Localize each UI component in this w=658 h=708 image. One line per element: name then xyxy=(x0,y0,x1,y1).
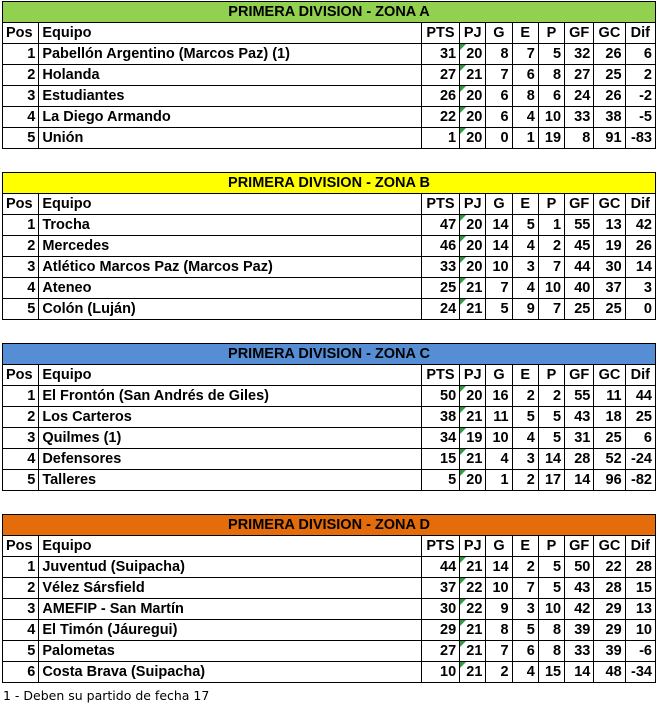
column-header-pts: PTS xyxy=(421,536,459,557)
cell-team: Los Carteros xyxy=(39,407,421,428)
cell-gc: 91 xyxy=(594,128,625,149)
table-row xyxy=(3,557,656,578)
cell-pos: 6 xyxy=(3,662,39,683)
cell-pts: 46 xyxy=(421,236,459,257)
cell-dif: -24 xyxy=(625,449,655,470)
column-header-p: P xyxy=(538,194,564,215)
cell-pts: 33 xyxy=(421,257,459,278)
cell-e: 5 xyxy=(512,620,538,641)
cell-pos: 4 xyxy=(3,449,39,470)
cell-dif: 25 xyxy=(625,407,655,428)
column-header-team: Equipo xyxy=(39,23,421,44)
cell-e: 7 xyxy=(512,578,538,599)
column-header-pj: PJ xyxy=(460,536,486,557)
cell-p: 19 xyxy=(538,128,564,149)
column-header-e: E xyxy=(512,536,538,557)
cell-gf: 14 xyxy=(565,470,594,491)
zone-title-row xyxy=(3,515,656,536)
cell-p: 2 xyxy=(538,236,564,257)
cell-pj: 22 xyxy=(460,578,486,599)
cell-g: 16 xyxy=(486,386,512,407)
cell-dif: 3 xyxy=(625,278,655,299)
zone-title: PRIMERA DIVISION - ZONA B xyxy=(3,173,656,194)
cell-pos: 1 xyxy=(3,386,39,407)
footnote: 1 - Deben su partido de fecha 17 xyxy=(3,688,210,703)
table-row xyxy=(3,428,656,449)
zone-a-table xyxy=(2,1,656,149)
cell-pj: 21 xyxy=(460,662,486,683)
cell-p: 5 xyxy=(538,578,564,599)
cell-team: Palometas xyxy=(39,641,421,662)
cell-g: 10 xyxy=(486,578,512,599)
cell-gf: 43 xyxy=(565,407,594,428)
table-row xyxy=(3,386,656,407)
column-header-pj: PJ xyxy=(460,365,486,386)
column-header-e: E xyxy=(512,365,538,386)
cell-pj: 20 xyxy=(460,470,486,491)
cell-pos: 1 xyxy=(3,557,39,578)
cell-pts: 1 xyxy=(421,128,459,149)
cell-e: 4 xyxy=(512,428,538,449)
column-header-gc: GC xyxy=(594,23,625,44)
cell-dif: 44 xyxy=(625,386,655,407)
zone-title-row xyxy=(3,344,656,365)
cell-gf: 32 xyxy=(565,44,594,65)
header-row xyxy=(3,194,656,215)
cell-pos: 3 xyxy=(3,257,39,278)
cell-e: 1 xyxy=(512,128,538,149)
cell-pos: 3 xyxy=(3,86,39,107)
cell-pos: 2 xyxy=(3,65,39,86)
zone-title: PRIMERA DIVISION - ZONA D xyxy=(3,515,656,536)
zone-title-row xyxy=(3,173,656,194)
cell-pts: 5 xyxy=(421,470,459,491)
column-header-pos: Pos xyxy=(3,194,39,215)
column-header-gc: GC xyxy=(594,536,625,557)
cell-p: 10 xyxy=(538,107,564,128)
cell-pj: 20 xyxy=(460,86,486,107)
cell-gc: 19 xyxy=(594,236,625,257)
cell-pts: 29 xyxy=(421,620,459,641)
cell-team: Costa Brava (Suipacha) xyxy=(39,662,421,683)
cell-pj: 21 xyxy=(460,557,486,578)
cell-dif: 10 xyxy=(625,620,655,641)
cell-g: 11 xyxy=(486,407,512,428)
cell-p: 15 xyxy=(538,662,564,683)
zone-b-table xyxy=(2,172,656,320)
cell-gc: 28 xyxy=(594,578,625,599)
column-header-p: P xyxy=(538,536,564,557)
cell-pts: 22 xyxy=(421,107,459,128)
cell-pts: 10 xyxy=(421,662,459,683)
column-header-gf: GF xyxy=(565,194,594,215)
cell-g: 14 xyxy=(486,557,512,578)
cell-pts: 34 xyxy=(421,428,459,449)
standings-table xyxy=(2,343,656,491)
cell-g: 2 xyxy=(486,662,512,683)
cell-pj: 21 xyxy=(460,641,486,662)
cell-team: Ateneo xyxy=(39,278,421,299)
column-header-dif: Dif xyxy=(625,365,655,386)
cell-pos: 2 xyxy=(3,578,39,599)
cell-pj: 20 xyxy=(460,128,486,149)
cell-pj: 21 xyxy=(460,407,486,428)
cell-gf: 24 xyxy=(565,86,594,107)
cell-dif: -6 xyxy=(625,641,655,662)
column-header-pos: Pos xyxy=(3,536,39,557)
cell-e: 2 xyxy=(512,386,538,407)
cell-p: 5 xyxy=(538,557,564,578)
cell-dif: 14 xyxy=(625,257,655,278)
cell-gf: 27 xyxy=(565,65,594,86)
column-header-dif: Dif xyxy=(625,536,655,557)
zone-title: PRIMERA DIVISION - ZONA A xyxy=(3,2,656,23)
cell-e: 5 xyxy=(512,407,538,428)
cell-gf: 50 xyxy=(565,557,594,578)
cell-pts: 26 xyxy=(421,86,459,107)
cell-p: 17 xyxy=(538,470,564,491)
cell-team: Quilmes (1) xyxy=(39,428,421,449)
cell-e: 9 xyxy=(512,299,538,320)
cell-dif: 0 xyxy=(625,299,655,320)
cell-p: 10 xyxy=(538,599,564,620)
cell-p: 5 xyxy=(538,407,564,428)
cell-gc: 38 xyxy=(594,107,625,128)
cell-pts: 50 xyxy=(421,386,459,407)
cell-g: 1 xyxy=(486,470,512,491)
column-header-team: Equipo xyxy=(39,194,421,215)
cell-team: Trocha xyxy=(39,215,421,236)
standings-table xyxy=(2,514,656,683)
cell-e: 4 xyxy=(512,236,538,257)
cell-gc: 13 xyxy=(594,215,625,236)
column-header-p: P xyxy=(538,23,564,44)
cell-e: 2 xyxy=(512,470,538,491)
cell-pj: 20 xyxy=(460,386,486,407)
cell-gf: 8 xyxy=(565,128,594,149)
cell-p: 7 xyxy=(538,299,564,320)
cell-p: 8 xyxy=(538,620,564,641)
cell-dif: 15 xyxy=(625,578,655,599)
cell-p: 14 xyxy=(538,449,564,470)
cell-team: Atlético Marcos Paz (Marcos Paz) xyxy=(39,257,421,278)
cell-pj: 20 xyxy=(460,215,486,236)
table-row xyxy=(3,128,656,149)
cell-gc: 25 xyxy=(594,299,625,320)
cell-gf: 44 xyxy=(565,257,594,278)
cell-dif: -83 xyxy=(625,128,655,149)
cell-gf: 31 xyxy=(565,428,594,449)
cell-pts: 24 xyxy=(421,299,459,320)
cell-p: 8 xyxy=(538,641,564,662)
cell-gc: 25 xyxy=(594,428,625,449)
header-row xyxy=(3,365,656,386)
cell-gf: 43 xyxy=(565,578,594,599)
cell-g: 10 xyxy=(486,428,512,449)
zone-c-table xyxy=(2,343,656,491)
column-header-dif: Dif xyxy=(625,194,655,215)
cell-g: 4 xyxy=(486,449,512,470)
table-row xyxy=(3,578,656,599)
cell-pts: 15 xyxy=(421,449,459,470)
table-row xyxy=(3,236,656,257)
cell-e: 8 xyxy=(512,86,538,107)
cell-gc: 29 xyxy=(594,599,625,620)
header-row xyxy=(3,536,656,557)
cell-pos: 5 xyxy=(3,470,39,491)
cell-gf: 25 xyxy=(565,299,594,320)
standings-table xyxy=(2,172,656,320)
cell-g: 7 xyxy=(486,641,512,662)
column-header-e: E xyxy=(512,194,538,215)
cell-pj: 20 xyxy=(460,257,486,278)
cell-pts: 37 xyxy=(421,578,459,599)
cell-p: 5 xyxy=(538,44,564,65)
cell-team: La Diego Armando xyxy=(39,107,421,128)
cell-gf: 39 xyxy=(565,620,594,641)
cell-e: 2 xyxy=(512,557,538,578)
cell-e: 4 xyxy=(512,662,538,683)
cell-pts: 38 xyxy=(421,407,459,428)
cell-pos: 3 xyxy=(3,428,39,449)
cell-gf: 14 xyxy=(565,662,594,683)
cell-pts: 30 xyxy=(421,599,459,620)
cell-pj: 22 xyxy=(460,599,486,620)
cell-e: 3 xyxy=(512,449,538,470)
table-row xyxy=(3,599,656,620)
cell-e: 4 xyxy=(512,107,538,128)
column-header-team: Equipo xyxy=(39,365,421,386)
cell-gf: 33 xyxy=(565,641,594,662)
cell-g: 5 xyxy=(486,299,512,320)
zone-title: PRIMERA DIVISION - ZONA C xyxy=(3,344,656,365)
table-row xyxy=(3,449,656,470)
table-row xyxy=(3,620,656,641)
cell-g: 7 xyxy=(486,65,512,86)
cell-pts: 25 xyxy=(421,278,459,299)
cell-dif: 2 xyxy=(625,65,655,86)
column-header-pos: Pos xyxy=(3,23,39,44)
cell-team: Defensores xyxy=(39,449,421,470)
cell-pts: 27 xyxy=(421,641,459,662)
cell-pos: 5 xyxy=(3,299,39,320)
table-row xyxy=(3,257,656,278)
column-header-gf: GF xyxy=(565,536,594,557)
table-row xyxy=(3,44,656,65)
cell-pos: 2 xyxy=(3,236,39,257)
column-header-pos: Pos xyxy=(3,365,39,386)
cell-gc: 39 xyxy=(594,641,625,662)
cell-team: El Frontón (San Andrés de Giles) xyxy=(39,386,421,407)
column-header-pts: PTS xyxy=(421,365,459,386)
column-header-gf: GF xyxy=(565,365,594,386)
column-header-pj: PJ xyxy=(460,23,486,44)
cell-dif: 28 xyxy=(625,557,655,578)
column-header-dif: Dif xyxy=(625,23,655,44)
cell-team: Juventud (Suipacha) xyxy=(39,557,421,578)
table-row xyxy=(3,407,656,428)
header-row xyxy=(3,23,656,44)
cell-p: 10 xyxy=(538,278,564,299)
cell-gc: 25 xyxy=(594,65,625,86)
cell-team: El Timón (Jáuregui) xyxy=(39,620,421,641)
cell-gf: 40 xyxy=(565,278,594,299)
cell-g: 6 xyxy=(486,86,512,107)
column-header-e: E xyxy=(512,23,538,44)
cell-gf: 33 xyxy=(565,107,594,128)
cell-g: 6 xyxy=(486,107,512,128)
cell-team: Colón (Luján) xyxy=(39,299,421,320)
cell-pj: 21 xyxy=(460,278,486,299)
column-header-g: G xyxy=(486,536,512,557)
standings-table xyxy=(2,1,656,149)
cell-gc: 52 xyxy=(594,449,625,470)
cell-pj: 20 xyxy=(460,107,486,128)
cell-g: 14 xyxy=(486,215,512,236)
cell-dif: -2 xyxy=(625,86,655,107)
cell-e: 3 xyxy=(512,257,538,278)
cell-gc: 22 xyxy=(594,557,625,578)
table-row xyxy=(3,107,656,128)
column-header-team: Equipo xyxy=(39,536,421,557)
cell-team: Vélez Sársfield xyxy=(39,578,421,599)
cell-g: 10 xyxy=(486,257,512,278)
cell-dif: -82 xyxy=(625,470,655,491)
cell-g: 14 xyxy=(486,236,512,257)
cell-team: Unión xyxy=(39,128,421,149)
column-header-pj: PJ xyxy=(460,194,486,215)
cell-team: Pabellón Argentino (Marcos Paz) (1) xyxy=(39,44,421,65)
table-row xyxy=(3,215,656,236)
cell-p: 2 xyxy=(538,386,564,407)
cell-p: 1 xyxy=(538,215,564,236)
table-row xyxy=(3,641,656,662)
cell-dif: 6 xyxy=(625,428,655,449)
cell-gc: 37 xyxy=(594,278,625,299)
cell-e: 6 xyxy=(512,641,538,662)
cell-gc: 26 xyxy=(594,44,625,65)
cell-g: 0 xyxy=(486,128,512,149)
cell-e: 6 xyxy=(512,65,538,86)
cell-gf: 55 xyxy=(565,386,594,407)
cell-team: Holanda xyxy=(39,65,421,86)
cell-dif: -5 xyxy=(625,107,655,128)
cell-pts: 31 xyxy=(421,44,459,65)
cell-g: 9 xyxy=(486,599,512,620)
cell-pos: 3 xyxy=(3,599,39,620)
column-header-pts: PTS xyxy=(421,23,459,44)
table-row xyxy=(3,470,656,491)
cell-team: Mercedes xyxy=(39,236,421,257)
cell-gc: 29 xyxy=(594,620,625,641)
cell-pj: 21 xyxy=(460,449,486,470)
cell-pj: 21 xyxy=(460,620,486,641)
cell-gf: 42 xyxy=(565,599,594,620)
cell-pj: 20 xyxy=(460,44,486,65)
cell-gc: 26 xyxy=(594,86,625,107)
column-header-g: G xyxy=(486,194,512,215)
cell-gc: 96 xyxy=(594,470,625,491)
column-header-g: G xyxy=(486,365,512,386)
cell-dif: 42 xyxy=(625,215,655,236)
cell-gc: 11 xyxy=(594,386,625,407)
table-row xyxy=(3,299,656,320)
column-header-gf: GF xyxy=(565,23,594,44)
cell-pos: 4 xyxy=(3,620,39,641)
cell-gf: 28 xyxy=(565,449,594,470)
cell-pos: 1 xyxy=(3,215,39,236)
cell-pos: 5 xyxy=(3,128,39,149)
cell-p: 8 xyxy=(538,65,564,86)
column-header-p: P xyxy=(538,365,564,386)
table-row xyxy=(3,278,656,299)
cell-gf: 55 xyxy=(565,215,594,236)
table-row xyxy=(3,65,656,86)
cell-pos: 1 xyxy=(3,44,39,65)
cell-dif: 6 xyxy=(625,44,655,65)
cell-pj: 19 xyxy=(460,428,486,449)
cell-p: 5 xyxy=(538,428,564,449)
cell-gc: 48 xyxy=(594,662,625,683)
column-header-gc: GC xyxy=(594,365,625,386)
cell-e: 5 xyxy=(512,215,538,236)
cell-team: Talleres xyxy=(39,470,421,491)
cell-g: 8 xyxy=(486,44,512,65)
cell-pos: 4 xyxy=(3,278,39,299)
cell-dif: 26 xyxy=(625,236,655,257)
cell-dif: -34 xyxy=(625,662,655,683)
cell-p: 6 xyxy=(538,86,564,107)
cell-pos: 4 xyxy=(3,107,39,128)
cell-gf: 45 xyxy=(565,236,594,257)
column-header-g: G xyxy=(486,23,512,44)
cell-pj: 20 xyxy=(460,236,486,257)
table-row xyxy=(3,662,656,683)
cell-p: 7 xyxy=(538,257,564,278)
cell-pos: 5 xyxy=(3,641,39,662)
zone-d-table xyxy=(2,514,656,683)
table-row xyxy=(3,86,656,107)
column-header-gc: GC xyxy=(594,194,625,215)
cell-e: 7 xyxy=(512,44,538,65)
cell-e: 4 xyxy=(512,278,538,299)
cell-e: 3 xyxy=(512,599,538,620)
cell-pts: 47 xyxy=(421,215,459,236)
zone-title-row xyxy=(3,2,656,23)
cell-gc: 30 xyxy=(594,257,625,278)
cell-pts: 44 xyxy=(421,557,459,578)
column-header-pts: PTS xyxy=(421,194,459,215)
cell-pj: 21 xyxy=(460,299,486,320)
cell-pts: 27 xyxy=(421,65,459,86)
cell-g: 8 xyxy=(486,620,512,641)
cell-team: Estudiantes xyxy=(39,86,421,107)
cell-team: AMEFIP - San Martín xyxy=(39,599,421,620)
cell-pj: 21 xyxy=(460,65,486,86)
cell-gc: 18 xyxy=(594,407,625,428)
cell-g: 7 xyxy=(486,278,512,299)
cell-dif: 13 xyxy=(625,599,655,620)
cell-pos: 2 xyxy=(3,407,39,428)
